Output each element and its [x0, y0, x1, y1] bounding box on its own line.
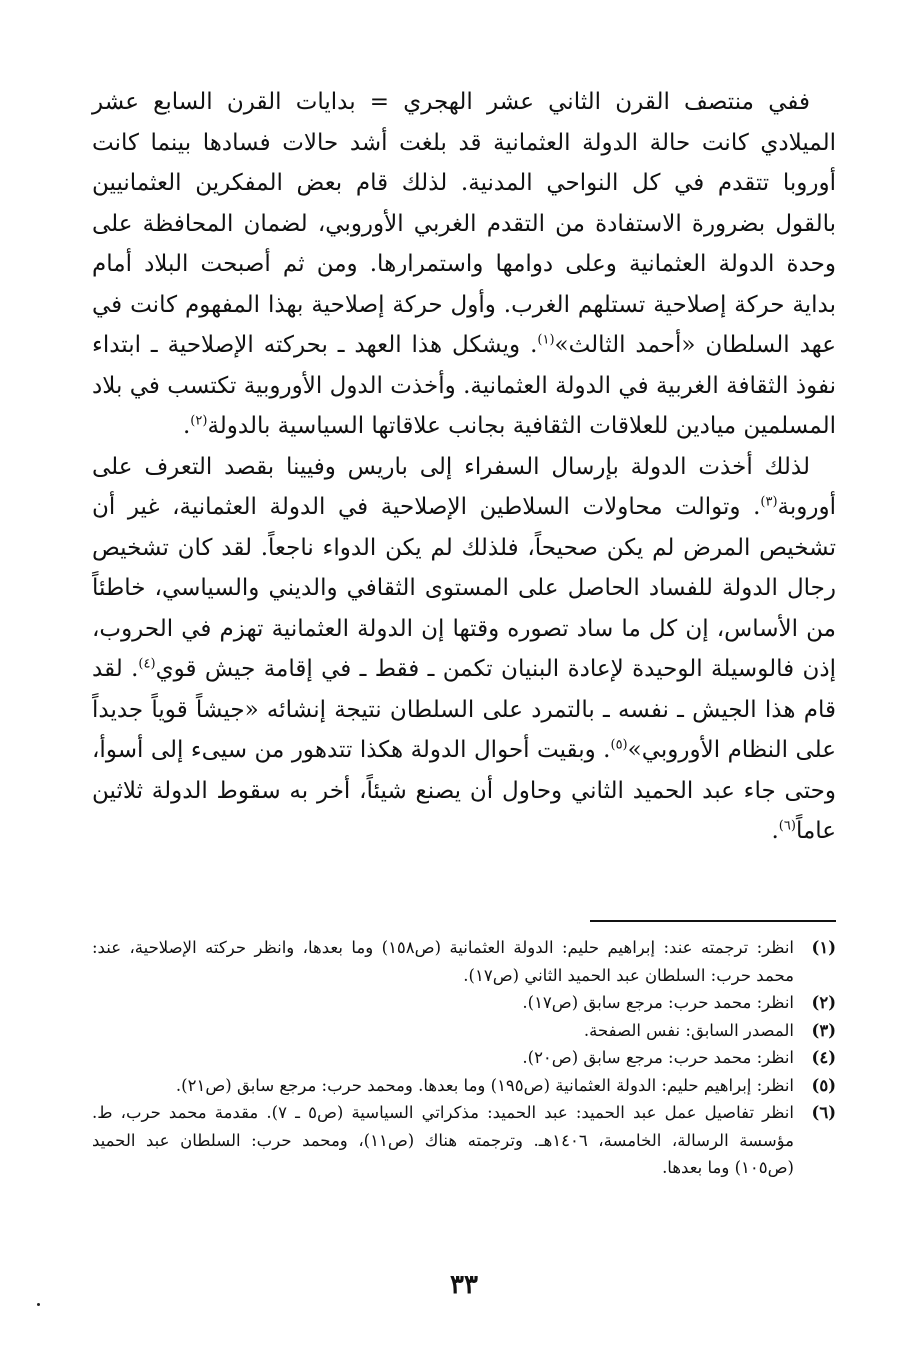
footnote-text: انظر: إبراهيم حليم: الدولة العثمانية (ص١٩٥) وما بعدها. ومحمد حرب: مرجع سابق (ص٢١).	[175, 1075, 794, 1095]
footnote-item	[92, 989, 836, 1017]
text-run: .	[771, 818, 779, 844]
paragraph	[92, 447, 836, 852]
footnotes-list	[92, 934, 836, 1182]
footnote-item	[92, 934, 836, 989]
footnote-number: (٤)	[811, 1048, 836, 1067]
paragraph	[92, 82, 836, 447]
footnote-separator	[590, 920, 836, 922]
main-text	[92, 82, 836, 852]
footnote-number: (٢)	[811, 993, 836, 1012]
footnote-text: انظر: ترجمته عند: إبراهيم حليم: الدولة العثمانية (ص١٥٨) وما بعدها، وانظر حركته الإصلاحية، عند: محمد حرب: السلطان عبد الحميد الثاني (ص١٧).	[92, 938, 794, 985]
text-run: . وتوالت محاولات السلاطين الإصلاحية في الدولة العثمانية، غير أن تشخيص المرض لم يكن صحيحاً، فلذلك لم يكن الدواء ناجعاً. لقد كان تشخيص رجال الدولة للفساد الحاصل على المستوى الثقافي والديني والسياسي، خاطئاً من الأساس، إن كل ما ساد تصوره وقتها إن الدولة العثمانية تهزم في الحروب، إذن فالوسيلة الوحيدة لإعادة البنيان تكمن ـ فقط ـ في إقامة جيش قوي	[92, 494, 836, 682]
footnote-text: انظر تفاصيل عمل عبد الحميد: عبد الحميد: مذكراتي السياسية (ص٥ ـ ٧). مقدمة محمد حرب، ط. مؤسسة الرسالة، الخامسة، ١٤٠٦هـ. وترجمته هناك (ص١١)، ومحمد حرب: السلطان عبد الحميد (ص١٠٥) وما بعدها.	[92, 1103, 795, 1177]
scan-speck	[37, 1303, 40, 1306]
footnote-number: (٦)	[811, 1103, 836, 1122]
footnote-ref: (٣)	[760, 494, 778, 510]
footnote-item	[92, 1017, 836, 1045]
footnote-ref: (٢)	[190, 413, 208, 429]
footnote-ref: (٦)	[778, 818, 796, 834]
footnote-number: (٣)	[811, 1020, 836, 1040]
text-run: . وبقيت أحوال الدولة هكذا تتدهور من سيىء إلى أسوأ، وحتى جاء عبد الحميد الثاني وحاول أن يصنع شيئاً، أخر به سقوط الدولة ثلاثين عاماً	[92, 737, 836, 844]
footnote-ref: (٤)	[138, 656, 156, 672]
text-run: لذلك أخذت الدولة بإرسال السفراء إلى باريس وفيينا بقصد التعرف على أوروبة	[92, 453, 836, 520]
footnote-text: انظر: محمد حرب: مرجع سابق (ص١٧).	[522, 993, 794, 1012]
text-run: ففي منتصف القرن الثاني عشر الهجري = بدايات القرن السابع عشر الميلادي كانت حالة الدولة العثمانية قد بلغت أشد حالات فسادها بينما كانت أوروبا تتقدم في كل النواحي المدنية. لذلك قام بعض المفكرين العثمانيين بالقول بضرورة الاستفادة من التقدم الغربي الأوروبي، لضمان المحافظة على وحدة الدولة العثمانية وعلى دوامها واستمرارها. ومن ثم أصبحت البلاد أمام بداية حركة إصلاحية تستلهم الغرب. وأول حركة إصلاحية بهذا المفهوم كانت في عهد السلطان «أحمد الثالث»	[92, 89, 836, 358]
footnote-text: انظر: محمد حرب: مرجع سابق (ص٢٠).	[522, 1048, 794, 1067]
text-run: . لقد قام هذا الجيش ـ نفسه ـ بالتمرد على السلطان نتيجة إنشائه «جيشاً قوياً جديداً على النظام الأوروبي»	[92, 656, 836, 763]
footnote-item	[92, 1072, 836, 1100]
page-number: ٣٣	[450, 1270, 478, 1300]
footnote-number: (٥)	[811, 1075, 836, 1095]
book-page	[92, 82, 836, 1365]
footnote-text: المصدر السابق: نفس الصفحة.	[583, 1020, 794, 1040]
footnote-ref: (٥)	[610, 737, 628, 753]
footnote-number: (١)	[811, 938, 836, 957]
footnote-item	[92, 1044, 836, 1072]
text-run: . ويشكل هذا العهد ـ بحركته الإصلاحية ـ ابتداء نفوذ الثقافة الغربية في الدولة العثمانية. وأخذت الدول الأوروبية تكتسب في بلاد المسلمين ميادين للعلاقات الثقافية بجانب علاقاتها السياسية بالدولة	[92, 332, 836, 439]
footnote-item	[92, 1099, 836, 1182]
footnote-ref: (١)	[537, 332, 555, 348]
text-run: .	[182, 413, 191, 439]
